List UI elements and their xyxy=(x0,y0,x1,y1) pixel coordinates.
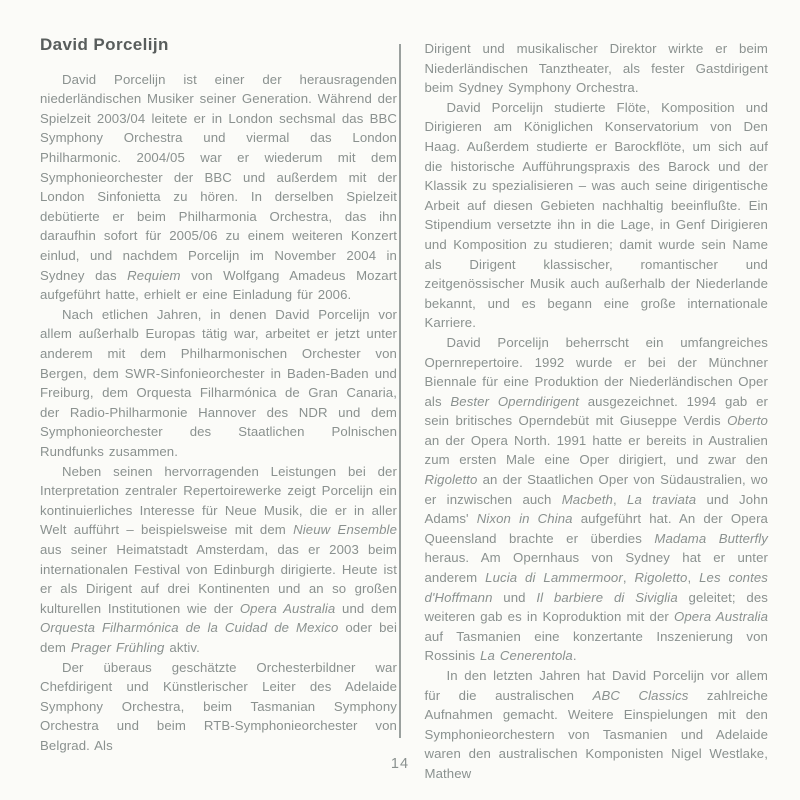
right-column xyxy=(424,36,769,781)
page-title: David Porcelijn xyxy=(40,35,169,54)
page-number: 14 xyxy=(390,756,410,772)
paragraph: Dirigent und musikalischer Direktor wirkte er beim Niederländischen Tanztheater, als fester Gastdirigent beim Sydney Symphony Orchestra. xyxy=(424,41,768,96)
paragraph: Der überaus geschätzte Orchesterbildner war Chefdirigent und Künstlerischer Leiter des Adelaide Symphony Orchestra, beim Tasmanian Symphony Orchestra und beim RTB-Symphonieorchester von Belgrad. Als xyxy=(40,659,397,753)
paragraph: David Porcelijn ist einer der herausragenden niederländischen Musiker seiner Generation. Während der Spielzeit 2003/04 leitete er in London sechsmal das BBC Symphony Orchestra und viermal das London Philharmonic. 2004/05 war er wiederum mit dem Symphonieorchester der BBC und außerdem mit der London Sinfonietta zu hören. In derselben Spielzeit debütierte er beim Philharmonia Orchestra, das ihn daraufhin sofort für 2005/06 zu einem weiteren Konzert einlud, und nachdem Porcelijn im November 2004 in Sydney das Requiem von Wolfgang Amadeus Mozart aufgeführt hatte, erhielt er eine Einladung für 2006. xyxy=(40,71,398,303)
left-column xyxy=(40,35,398,753)
paragraph: In den letzten Jahren hat David Porcelijn vor allem für die australischen ABC Classics zahlreiche Aufnahmen gemacht. Weitere Einspielungen mit den Symphonieorchestern von Tasmanien und Adelaide waren den australischen Komponisten Nigel Westlake, Mathew xyxy=(424,668,768,781)
right-column-text xyxy=(425,39,769,784)
paragraph: Nach etlichen Jahren, in denen David Porcelijn vor allem außerhalb Europas tätig war, arbeitet er jetzt unter anderem mit dem Philharmonischen Orchester von Bergen, dem SWR-Sinfonieorchester in Baden-Baden und Freiburg, dem Orquesta Filharmónica de Gran Canaria, der Radio-Philharmonie Hannover des NDR und dem Symphonieorchester des Staatlichen Polnischen Rundfunks zusammen. xyxy=(40,306,397,459)
left-column-text xyxy=(40,70,397,756)
paragraph: Neben seinen hervorragenden Leistungen bei der Interpretation zentraler Repertoirewerke zeigt Porcelijn ein kontinuierliches Interesse für Neue Musik, die er in aller Welt aufführt – beispielsweise mit dem Nieuw Ensemble aus seiner Heimatstadt Amsterdam, das er 2003 beim internationalen Festival von Edinburgh dirigierte. Heute ist er als Dirigent auf drei Kontinenten und an so großen kulturellen Institutionen wie der Opera Australia und dem Orquesta Filharmónica de la Cuidad de Mexico oder bei dem Prager Frühling aktiv. xyxy=(40,463,397,655)
paragraph: David Porcelijn beherrscht ein umfangreiches Opernrepertoire. 1992 wurde er bei der Münchner Biennale für eine Produktion der Niederländischen Oper als Bester Operndirigent ausgezeichnet. 1994 gab er sein britisches Operndebüt mit Giuseppe Verdis Oberto an der Opera North. 1991 hatte er bereits in Australien zum ersten Male eine Oper dirigiert, und zwar den Rigoletto an der Staatlichen Oper von Südaustralien, wo er inzwischen auch Macbeth, La traviata und John Adams' Nixon in China aufgeführt hat. An der Opera Queensland brachte er überdies Madama Butterfly heraus. Am Opernhaus von Sydney hat er unter anderem Lucia di Lammermoor, Rigoletto, Les contes d'Hoffmann und Il barbiere di Siviglia geleitet; des weiteren gab es in Koproduktion mit der Opera Australia auf Tasmanien eine konzertante Inszenierung von Rossinis La Cenerentola. xyxy=(424,334,769,664)
column-divider xyxy=(399,44,401,738)
paragraph: David Porcelijn studierte Flöte, Komposition und Dirigieren am Königlichen Konservatorium von Den Haag. Außerdem studierte er Barockflöte, um sich auf die historische Aufführungspraxis des Barock und der Klassik zu spezialisieren – was auch seine dirigentische Arbeit auf diesen Gebieten nachhaltig beeinflußte. Ein Stipendium versetzte ihn in die Lage, in Genf Dirigieren und Komposition zu studieren; damit wurde sein Name als Dirigent klassischer, romantischer und zeitgenössischer Musik auch außerhalb der Niederlande bekannt, und es begann eine große internationale Karriere. xyxy=(424,99,768,331)
